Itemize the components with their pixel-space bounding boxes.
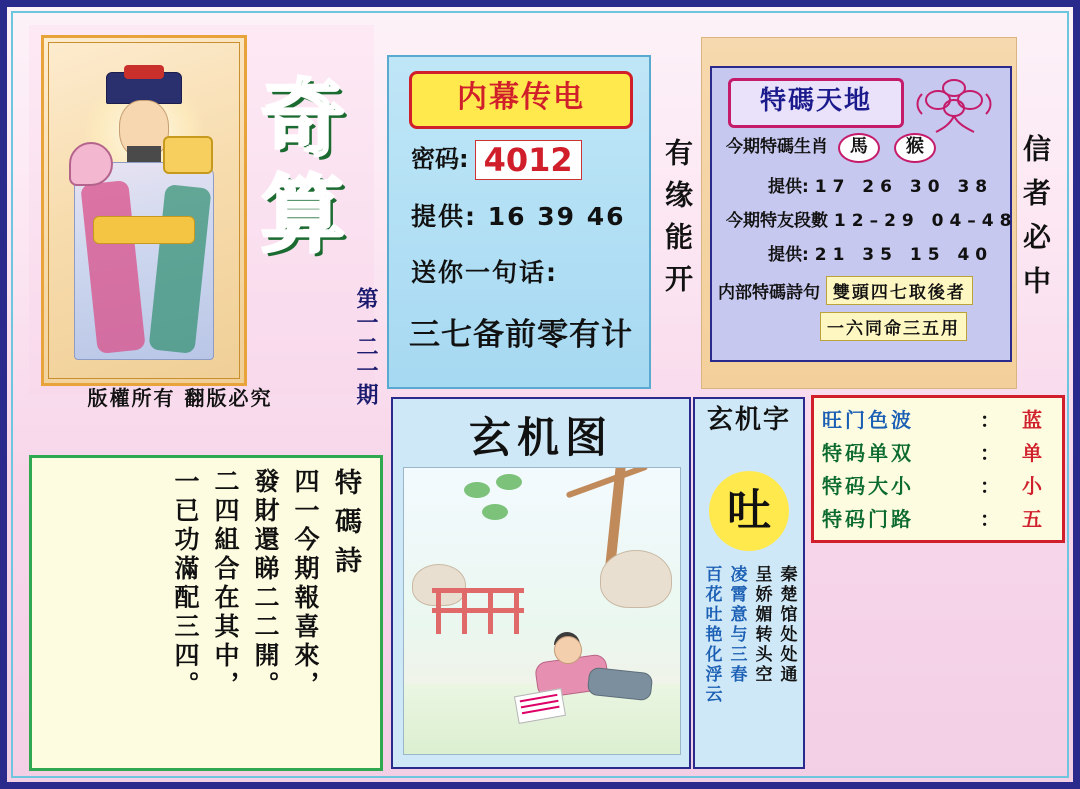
tiandi-poem-line-2: 一六同命三五用 [820, 312, 967, 341]
table-row [814, 468, 1062, 501]
tiandi-supply2-nums: 21 35 15 40 [814, 245, 994, 265]
tips-sep-1: ： [980, 408, 1000, 432]
neimu-supply-row [411, 197, 626, 233]
poem-line-1: 四一今期報喜來， [291, 468, 320, 700]
xuanji-tu-title: 玄机图 [468, 413, 613, 462]
tiandi-panel [710, 66, 1018, 362]
issue-number: 第一二一期 [353, 287, 378, 407]
tips-info-box [811, 395, 1065, 543]
tips-value-4: 五 [1022, 507, 1042, 531]
neimu-code-label: 密码: [411, 145, 469, 173]
copyright-notice: 版權所有 翻版必究 [87, 386, 273, 410]
tiandi-row-supply-1 [768, 172, 993, 197]
tips-value-1: 蓝 [1022, 408, 1042, 432]
poem-line-2: 發財還睇二二開。 [251, 468, 280, 700]
tiandi-row-duan [726, 206, 1017, 231]
xuanji-zi-poem-col-2: 呈娇媚转头空 [751, 565, 772, 685]
table-row [814, 435, 1062, 468]
tips-sep-4: ： [980, 507, 1000, 531]
tiandi-wrapper [701, 37, 1017, 389]
leaf-shape-3 [482, 504, 508, 520]
page-title: 奇算 [260, 70, 345, 264]
sash-shape [93, 216, 195, 244]
zodiac-badge-1: 馬 [838, 133, 880, 163]
fence-shape [432, 588, 524, 634]
tiandi-row-poem-2 [820, 312, 967, 341]
te-ma-poem-box [29, 455, 383, 771]
xuanji-zi-poem-col-1: 秦楚馆处处通 [776, 565, 797, 685]
neimu-code-row [411, 139, 582, 180]
tips-sep-3: ： [980, 474, 1000, 498]
tiandi-poem-label: 内部特碼詩句 [718, 283, 820, 303]
tiandi-row-supply-2 [768, 240, 993, 265]
tiandi-poem-line-1: 雙頭四七取後者 [826, 276, 973, 305]
xuanji-tu-illustration [403, 467, 681, 755]
neimu-phrase-value: 三七备前零有计 [409, 317, 633, 353]
deity-illustration [69, 66, 219, 366]
tiandi-supply1-nums: 17 26 30 38 [814, 177, 994, 197]
left-vertical-slogan: 有缘能开 [661, 138, 694, 306]
xuanji-zi-character: 吐 [709, 471, 789, 551]
xuanji-zi-poem-col-4: 百花吐艳化浮云 [701, 565, 722, 705]
tiandi-duan-label: 今期特友段數 [726, 211, 828, 231]
flower-icon [908, 74, 1000, 136]
tiandi-zodiac-label: 今期特碼生肖 [726, 137, 828, 157]
tiandi-supply1-label: 提供: [768, 177, 809, 197]
xuanji-zi-panel [693, 397, 805, 769]
fan-icon [69, 142, 113, 186]
table-row [814, 402, 1062, 435]
tips-key-4: 特码门路 [822, 507, 914, 531]
tree-branch-shape [566, 467, 649, 499]
tiandi-row-zodiac [726, 132, 940, 163]
poem-title: 特碼詩 [330, 468, 361, 585]
tiandi-row-poem-label [718, 276, 973, 305]
tips-key-1: 旺门色波 [822, 408, 914, 432]
tiandi-title: 特碼天地 [728, 78, 904, 128]
neimu-code-value: 4012 [475, 140, 582, 180]
gold-ingot-icon [163, 136, 213, 174]
tips-key-3: 特码大小 [822, 474, 914, 498]
table-row [814, 501, 1062, 534]
tips-sep-2: ： [980, 441, 1000, 465]
god-picture-frame [41, 35, 247, 386]
xuanji-zi-poem [701, 565, 797, 761]
neimu-supply-value: 16 39 46 [487, 202, 626, 231]
person-head-shape [554, 636, 582, 664]
zodiac-badge-2: 猴 [894, 133, 936, 163]
right-vertical-slogan: 信者必中 [1019, 134, 1052, 310]
tips-value-3: 小 [1022, 474, 1042, 498]
hat-top-shape [124, 65, 164, 79]
neimu-panel [387, 55, 651, 389]
leaf-shape-2 [496, 474, 522, 490]
neimu-supply-label: 提供: [411, 202, 477, 231]
poem-line-3: 二四組合在其中， [211, 468, 240, 700]
tips-table [814, 402, 1062, 534]
xuanji-zi-title: 玄机字 [706, 405, 791, 435]
neimu-phrase-label: 送你一句话: [411, 258, 558, 287]
neimu-title: 内幕传电 [409, 71, 633, 129]
leaf-shape-1 [464, 482, 490, 498]
tiandi-supply2-label: 提供: [768, 245, 809, 265]
poem-line-4: 一已功滿配三四。 [171, 468, 200, 700]
tips-value-2: 单 [1022, 441, 1042, 465]
tiandi-duan-nums: 12–29 04–48 [833, 211, 1018, 231]
xuanji-zi-poem-col-3: 凌霄意与三春 [726, 565, 747, 685]
poem-columns [42, 468, 370, 758]
rock-shape-1 [600, 550, 672, 608]
xuanji-tu-panel [391, 397, 691, 769]
tips-key-2: 特码单双 [822, 441, 914, 465]
